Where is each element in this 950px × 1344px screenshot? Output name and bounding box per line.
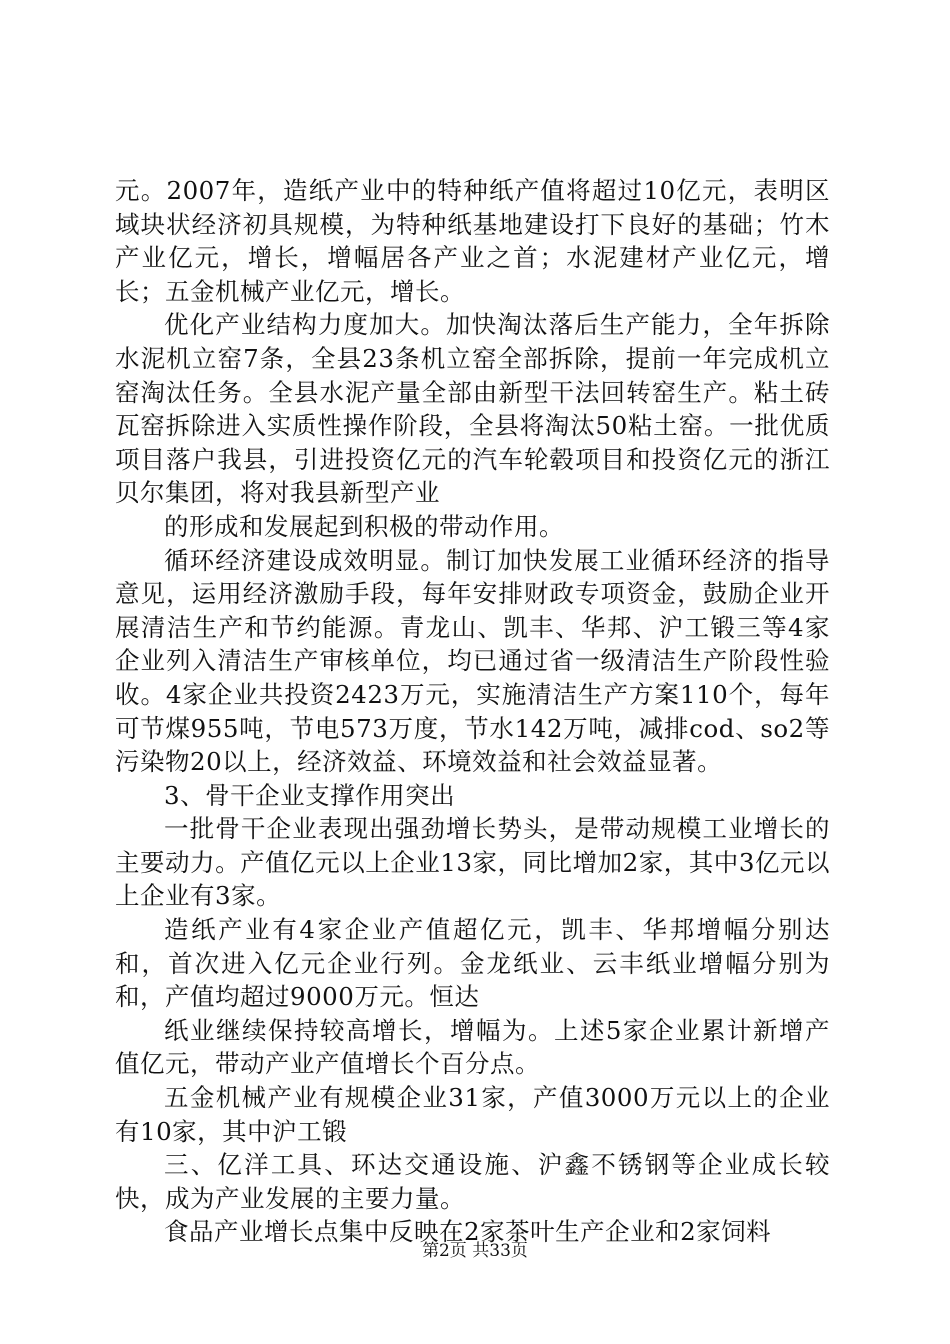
paragraph: 食品产业增长点集中反映在2家茶叶生产企业和2家饲料 xyxy=(164,1217,772,1247)
page-number-footer: 第2页 共33页 xyxy=(422,1241,528,1261)
paragraph: 元。2007年，造纸产业中的特种纸产值将超过10亿元，表明区域块状经济初具规模，为特种纸基地建设打下良好的基础；竹木产业亿元，增长，增幅居各产业之首；水泥建材产业亿元，增长；五金机械产业亿元，增长。 xyxy=(115,176,830,306)
paragraph: 纸业继续保持较高增长，增幅为。上述5家企业累计新增产值亿元，带动产业产值增长个百分点。 xyxy=(115,1015,830,1079)
paragraph: 优化产业结构力度加大。加快淘汰落后生产能力，全年拆除水泥机立窑7条，全县23条机立窑全部拆除，提前一年完成机立窑淘汰任务。全县水泥产量全部由新型干法回转窑生产。粘土砖瓦窑拆除进入实质性操作阶段，全县将淘汰50粘土窑。一批优质项目落户我县，引进投资亿元的汽车轮毂项目和投资亿元的浙江贝尔集团，将对我县新型产业 xyxy=(115,310,830,508)
paragraph: 一批骨干企业表现出强劲增长势头，是带动规模工业增长的主要动力。产值亿元以上企业13家，同比增加2家，其中3亿元以上企业有3家。 xyxy=(115,814,830,911)
paragraph: 的形成和发展起到积极的带动作用。 xyxy=(164,511,564,541)
paragraph: 循环经济建设成效明显。制订加快发展工业循环经济的指导意见，运用经济激励手段，每年安排财政专项资金，鼓励企业开展清洁生产和节约能源。青龙山、凯丰、华邦、沪工锻三等4家企业列入清洁生产审核单位，均已通过省一级清洁生产阶段性验收。4家企业共投资2423万元，实施清洁生产方案110个，每年可节煤955吨，节电573万度，节水142万吨，减排cod、so2等污染物20以上，经济效益、环境效益和社会效益显著。 xyxy=(115,545,830,777)
document-body xyxy=(115,174,830,1249)
paragraph: 造纸产业有4家企业产值超亿元，凯丰、华邦增幅分别达和，首次进入亿元企业行列。金龙纸业、云丰纸业增幅分别为和，产值均超过9000万元。恒达 xyxy=(115,915,830,1012)
paragraph: 五金机械产业有规模企业31家，产值3000万元以上的企业有10家，其中沪工锻 xyxy=(115,1083,830,1146)
section-heading: 3、骨干企业支撑作用突出 xyxy=(164,780,456,810)
paragraph: 三、亿洋工具、环达交通设施、沪鑫不锈钢等企业成长较快，成为产业发展的主要力量。 xyxy=(115,1150,830,1213)
